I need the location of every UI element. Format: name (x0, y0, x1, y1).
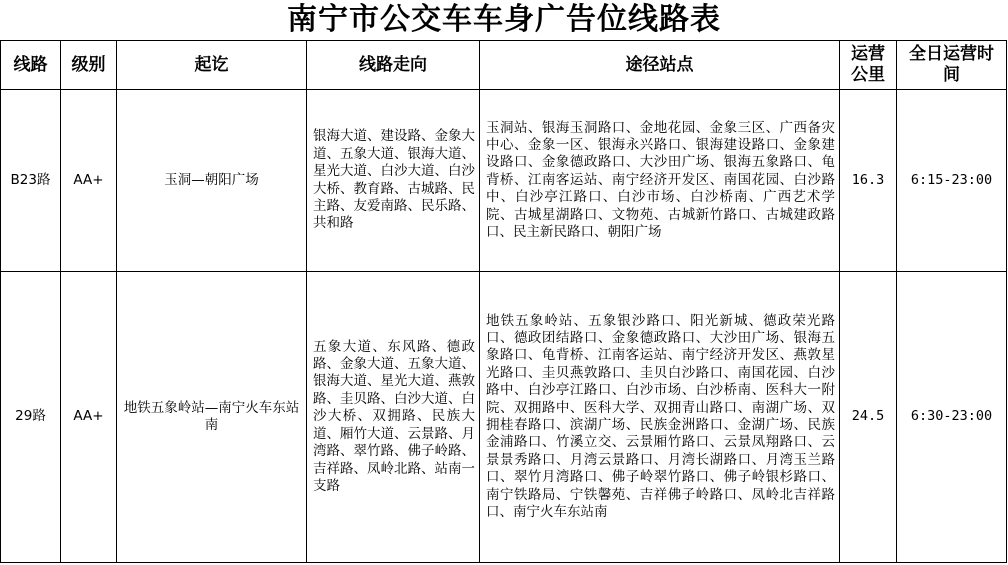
header-route: 线路 (1, 41, 61, 90)
cell-km: 24.5 (840, 272, 897, 563)
cell-hours: 6:15-23:00 (897, 90, 1007, 272)
cell-km: 16.3 (840, 90, 897, 272)
page-title: 南宁市公交车车身广告位线路表 (287, 2, 721, 37)
cell-stops (480, 272, 840, 563)
header-row (1, 41, 1007, 90)
cell-direction-text: 银海大道、建设路、金象大道、五象大道、银海大道、星光大道、白沙大道、白沙大桥、教育路、古城路、民主路、友爱南路、民乐路、共和路 (313, 128, 475, 232)
header-km (840, 41, 897, 90)
header-terminals: 起讫 (117, 41, 307, 90)
cell-stops (480, 90, 840, 272)
cell-terminals (117, 272, 307, 563)
header-direction: 线路走向 (307, 41, 480, 90)
cell-stops-text: 玉洞站、银海玉洞路口、金地花园、金象三区、广西备灾中心、金象一区、银海永兴路口、银海建设路口、金象建设路口、金象德政路口、大沙田广场、银海五象路口、龟背桥、江南客运站、南宁经济开发区、南国花园、白沙路中、白沙亭江路口、白沙市场、白沙桥南、广西艺术学院、古城星湖路口、文物苑、古城新竹路口、古城建政路口、民主新民路口、朝阳广场 (486, 119, 835, 241)
header-km-text: 运营公里 (851, 44, 885, 85)
cell-hours: 6:30-23:00 (897, 272, 1007, 563)
header-stops: 途径站点 (480, 41, 840, 90)
table-row (1, 90, 1007, 272)
route-table (0, 40, 1007, 563)
cell-route: 29路 (1, 272, 61, 563)
cell-terminals-text: 地铁五象岭站—南宁火车东站南 (123, 399, 300, 433)
cell-route: B23路 (1, 90, 61, 272)
cell-terminals-text: 玉洞—朝阳广场 (164, 171, 259, 188)
cell-stops-text: 地铁五象岭站、五象银沙路口、阳光新城、德政荣光路口、德政团结路口、金象德政路口、大沙田广场、银海五象路口、龟背桥、江南客运站、南宁经济开发区、燕敦星光路口、圭贝燕敦路口、圭贝白沙路口、南国花园、白沙路中、白沙亭江路口、白沙市场、白沙桥南、医科大一附院、双拥路中、医科大学、双拥青山路口、南湖广场、双拥桂春路口、滨湖广场、民族金洲路口、金湖广场、民族金浦路口、竹溪立交、云景厢竹路口、云景凤翔路口、云景景秀路口、月湾云景路口、月湾长湖路口、月湾玉兰路口、翠竹月湾路口、佛子岭翠竹路口、佛子岭银杉路口、南宁铁路局、宁铁馨苑、吉祥佛子岭路口、凤岭北吉祥路口、南宁火车东站南 (486, 312, 835, 521)
cell-level: AA+ (61, 272, 117, 563)
cell-level: AA+ (61, 90, 117, 272)
header-hours-text: 全日运营时间 (909, 44, 994, 85)
cell-direction-text: 五象大道、东风路、德政路、金象大道、五象大道、银海大道、星光大道、燕敦路、圭贝路、白沙大道、白沙大桥、双拥路、民族大道、厢竹大道、云景路、月湾路、翠竹路、佛子岭路、吉祥路、凤岭北路、站南一支路 (313, 338, 475, 494)
cell-direction (307, 90, 480, 272)
cell-direction (307, 272, 480, 563)
table-row (1, 272, 1007, 563)
header-hours (897, 41, 1007, 90)
cell-terminals (117, 90, 307, 272)
header-level: 级别 (61, 41, 117, 90)
